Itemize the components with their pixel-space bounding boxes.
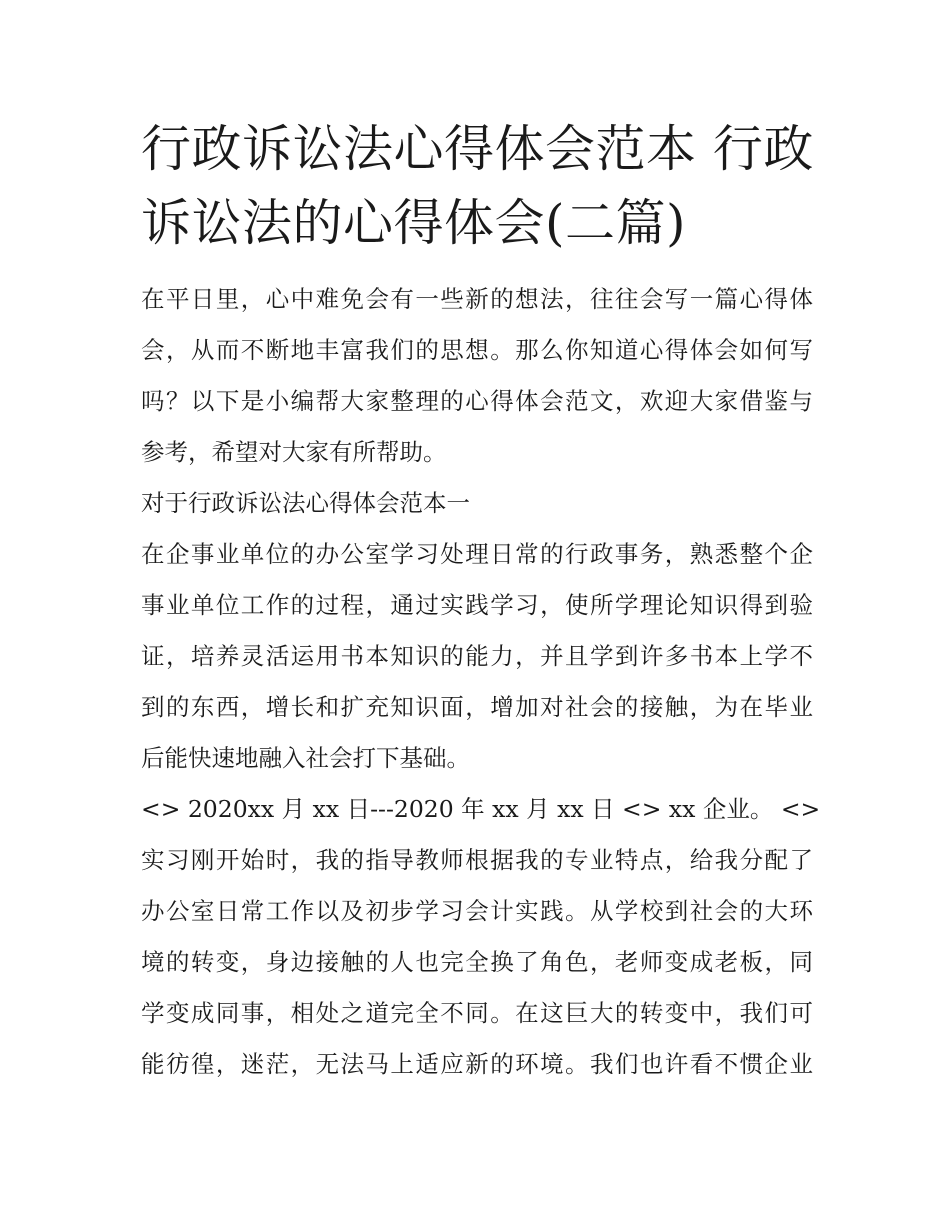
- text-line: 到的东西，增长和扩充知识面，增加对社会的接触，为在毕业: [141, 693, 813, 721]
- text-line: 境的转变，身边接触的人也完全换了角色，老师变成老板，同: [141, 948, 813, 976]
- intro-paragraph: [141, 274, 813, 478]
- text-line: 证，培养灵活运用书本知识的能力，并且学到许多书本上学不: [141, 642, 813, 670]
- title-line-2: 诉讼法的心得体会(二篇): [141, 194, 687, 252]
- text-line: <> 2020xx 月 xx 日---2020 年 xx 月 xx 日 <> xx 企业。 <>: [141, 795, 821, 823]
- date-line: [141, 784, 821, 835]
- text-line: 实习刚开始时，我的指导教师根据我的专业特点，给我分配了: [141, 846, 813, 874]
- section-heading: [141, 478, 813, 529]
- text-line: 办公室日常工作以及初步学习会计实践。从学校到社会的大环: [141, 897, 813, 925]
- text-line: 事业单位工作的过程，通过实践学习，使所学理论知识得到验: [141, 591, 813, 619]
- title-line-1: 行政诉讼法心得体会范本 行政: [141, 120, 814, 178]
- text-line: 后能快速地融入社会打下基础。: [141, 744, 470, 772]
- document-body: [141, 274, 821, 1090]
- body-paragraph: [141, 529, 813, 784]
- document-title: [141, 112, 813, 260]
- text-line: 对于行政诉讼法心得体会范本一: [141, 489, 470, 517]
- text-line: 在企事业单位的办公室学习处理日常的行政事务，熟悉整个企: [141, 540, 813, 568]
- text-line: 能彷徨，迷茫，无法马上适应新的环境。我们也许看不惯企业: [141, 1050, 813, 1078]
- text-line: 学变成同事，相处之道完全不同。在这巨大的转变中，我们可: [141, 999, 813, 1027]
- document-page: [141, 112, 821, 1090]
- text-line: 在平日里，心中难免会有一些新的想法，往往会写一篇心得体: [141, 285, 813, 313]
- text-line: 会，从而不断地丰富我们的思想。那么你知道心得体会如何写: [141, 336, 813, 364]
- body-paragraph: [141, 835, 813, 1090]
- text-line: 参考，希望对大家有所帮助。: [141, 438, 447, 466]
- text-line: 吗？以下是小编帮大家整理的心得体会范文，欢迎大家借鉴与: [141, 387, 813, 415]
